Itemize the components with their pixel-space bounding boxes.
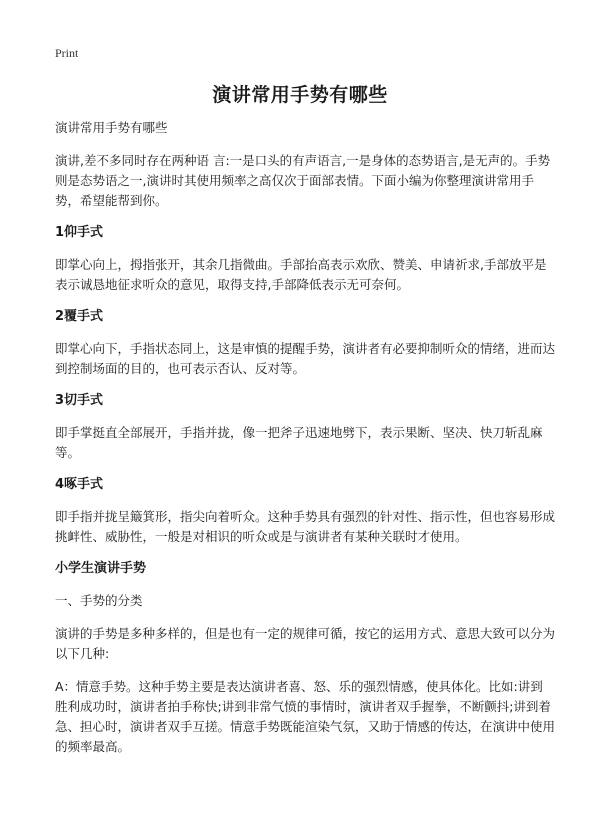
section2-heading: 小学生演讲手势: [55, 561, 147, 576]
section2-subheading: 一、手势的分类: [55, 593, 143, 608]
document-body: [55, 118, 555, 770]
document-subtitle: 演讲常用手势有哪些: [55, 120, 168, 135]
section-heading: 1仰手式: [55, 225, 104, 240]
section2-paragraph-1: 演讲的手势是多种多样的，但是也有一定的规律可循，按它的运用方式、意思大致可以分为以下几种:: [55, 626, 556, 661]
section-heading: 2覆手式: [55, 309, 104, 324]
section-paragraph: 即掌心向下，手指状态同上，这是审慎的提醒手势，演讲者有必要抑制听众的情绪，进而达到控制场面的目的，也可表示否认、反对等。: [55, 341, 556, 376]
section-heading: 3切手式: [55, 393, 104, 408]
section-paragraph: 即掌心向上，拇指张开，其余几指微曲。手部抬高表示欢欣、赞美、申请祈求,手部放平是表示诚恳地征求听众的意见，取得支持,手部降低表示无可奈何。: [55, 257, 547, 292]
section-heading: 4啄手式: [55, 477, 104, 492]
document-title: 演讲常用手势有哪些: [212, 84, 388, 106]
section-paragraph: 即手掌挺直全部展开，手指并拢，像一把斧子迅速地劈下，表示果断、坚决、快刀斩乱麻等。: [55, 425, 543, 460]
intro-paragraph: 演讲,差不多同时存在两种语 言:一是口头的有声语言,一是身体的态势语言,是无声的。手势则是态势语之一,演讲时其使用频率之高仅次于面部表情。下面小编为你整理演讲常用手势，希望能帮到你。: [55, 153, 551, 208]
section-paragraph: 即手指并拢呈簸箕形，指尖向着听众。这种手势具有强烈的针对性、指示性，但也容易形成挑衅性、威胁性，一般是对相识的听众或是与演讲者有某种关联时才使用。: [55, 509, 556, 544]
section2-paragraph-2: A：情意手势。这种手势主要是表达演讲者喜、怒、乐的强烈情感，使具体化。比如:讲到胜利成功时，演讲者拍手称快;讲到非常气愤的事情时，演讲者双手握拳，不断颤抖;讲到着急、担心时，演讲者双手互搓。情意手势既能渲染气氛，又助于情感的传达，在演讲中使用的频率最高。: [55, 679, 556, 754]
print-label: Print: [55, 46, 79, 60]
